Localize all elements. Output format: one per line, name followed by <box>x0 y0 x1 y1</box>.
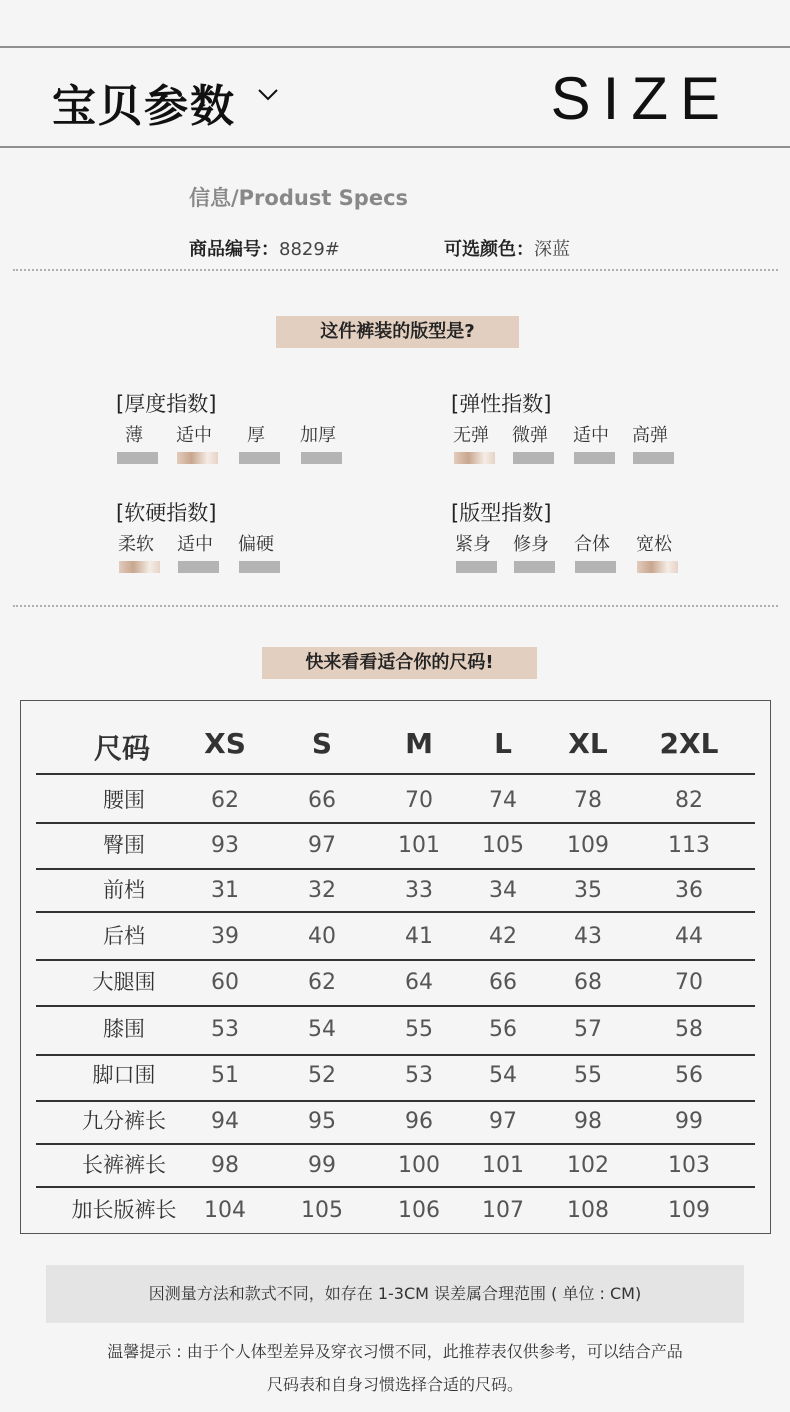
measurement-note: 因测量方法和款式不同，如存在 1-3CM 误差属合理范围 ( 单位 : CM) <box>46 1265 744 1323</box>
index-title: [厚度指数] <box>116 392 217 416</box>
table-row-label: 腰围 <box>103 788 145 812</box>
table-cell: 60 <box>211 970 239 995</box>
table-cell: 43 <box>574 924 602 949</box>
table-cell: 39 <box>211 924 239 949</box>
table-cell: 107 <box>482 1198 524 1223</box>
index-bar <box>239 452 280 464</box>
index-option: 高弹 <box>632 425 668 446</box>
table-cell: 58 <box>675 1017 703 1042</box>
index-option: 适中 <box>176 425 212 446</box>
table-cell: 78 <box>574 788 602 813</box>
specs-title: 信息/Produst Specs <box>189 186 409 210</box>
table-row-divider <box>36 1054 755 1056</box>
table-cell: 41 <box>405 924 433 949</box>
table-cell: 32 <box>308 878 336 903</box>
table-cell: 57 <box>574 1017 602 1042</box>
table-cell: 94 <box>211 1109 239 1134</box>
table-cell: 109 <box>567 833 609 858</box>
table-row-label: 后档 <box>103 924 145 948</box>
table-row-divider <box>36 1100 755 1102</box>
table-cell: 62 <box>211 788 239 813</box>
product-code <box>189 235 340 261</box>
index-bar <box>117 452 158 464</box>
table-cell: 105 <box>482 833 524 858</box>
table-cell: 97 <box>308 833 336 858</box>
table-cell: 54 <box>489 1063 517 1088</box>
index-option: 厚 <box>247 425 265 446</box>
size-heading: SIZE <box>550 65 732 132</box>
table-cell: 98 <box>574 1109 602 1134</box>
page-title: 宝贝参数 <box>52 81 236 132</box>
product-code-label: 商品编号： <box>189 239 279 260</box>
table-cell: 82 <box>675 788 703 813</box>
table-cell: 109 <box>668 1198 710 1223</box>
table-cell: 40 <box>308 924 336 949</box>
index-bar <box>456 561 497 573</box>
index-option: 合体 <box>574 534 610 555</box>
table-row-label: 前档 <box>103 878 145 902</box>
table-cell: 70 <box>405 788 433 813</box>
tip-line-1: 温馨提示 : 由于个人体型差异及穿衣习惯不同，此推荐表仅供参考，可以结合产品 <box>107 1342 683 1361</box>
table-row-divider <box>36 868 755 870</box>
tip-line-2: 尺码表和自身习惯选择合适的尺码。 <box>266 1375 523 1394</box>
top-divider <box>0 46 790 48</box>
index-bar <box>513 452 554 464</box>
index-bar-selected <box>119 561 160 573</box>
table-row-divider <box>36 1186 755 1188</box>
table-cell: 95 <box>308 1109 336 1134</box>
product-code-value: 8829# <box>279 239 340 260</box>
table-cell: 42 <box>489 924 517 949</box>
table-row-label: 脚口围 <box>92 1063 156 1087</box>
table-cell: 97 <box>489 1109 517 1134</box>
table-cell: 64 <box>405 970 433 995</box>
table-cell: 106 <box>398 1198 440 1223</box>
index-option: 适中 <box>573 425 609 446</box>
table-cell: 55 <box>405 1017 433 1042</box>
table-cell: 93 <box>211 833 239 858</box>
index-option: 适中 <box>177 534 213 555</box>
index-bar <box>301 452 342 464</box>
table-cell: 96 <box>405 1109 433 1134</box>
index-bar-selected <box>177 452 218 464</box>
dotted-divider <box>13 605 778 607</box>
table-cell: 70 <box>675 970 703 995</box>
index-bar <box>574 452 615 464</box>
product-color-label: 可选颜色： <box>444 239 534 260</box>
index-bar <box>575 561 616 573</box>
index-option: 加厚 <box>300 425 336 446</box>
table-cell: 99 <box>675 1109 703 1134</box>
index-title: [版型指数] <box>451 501 552 525</box>
table-cell: 53 <box>405 1063 433 1088</box>
table-cell: 102 <box>567 1153 609 1178</box>
table-cell: 36 <box>675 878 703 903</box>
table-row-label: 膝围 <box>103 1017 145 1041</box>
table-cell: 66 <box>489 970 517 995</box>
dotted-divider <box>13 269 778 271</box>
table-row-label: 大腿围 <box>92 970 156 994</box>
header-bottom-divider <box>0 146 790 148</box>
index-option: 薄 <box>125 425 143 446</box>
index-option: 柔软 <box>118 534 154 555</box>
table-cell: 33 <box>405 878 433 903</box>
table-row-label: 九分裤长 <box>82 1109 166 1133</box>
table-cell: 34 <box>489 878 517 903</box>
index-option: 无弹 <box>453 425 489 446</box>
table-cell: 35 <box>574 878 602 903</box>
table-header-cell: S <box>311 727 333 760</box>
fit-section-tag: 这件裤装的版型是? <box>276 316 519 348</box>
table-cell: 68 <box>574 970 602 995</box>
index-option: 宽松 <box>636 534 672 555</box>
table-cell: 31 <box>211 878 239 903</box>
table-cell: 100 <box>398 1153 440 1178</box>
index-title: [弹性指数] <box>451 392 552 416</box>
index-option: 修身 <box>513 534 549 555</box>
size-section-tag: 快来看看适合你的尺码! <box>262 647 537 679</box>
table-row-divider <box>36 773 755 775</box>
index-option: 紧身 <box>455 534 491 555</box>
table-header-cell: 2XL <box>659 727 719 760</box>
table-row-divider <box>36 822 755 824</box>
table-cell: 108 <box>567 1198 609 1223</box>
table-cell: 51 <box>211 1063 239 1088</box>
table-cell: 52 <box>308 1063 336 1088</box>
table-row-divider <box>36 1143 755 1145</box>
table-cell: 101 <box>482 1153 524 1178</box>
index-option: 偏硬 <box>238 534 274 555</box>
table-cell: 98 <box>211 1153 239 1178</box>
table-cell: 53 <box>211 1017 239 1042</box>
table-cell: 44 <box>675 924 703 949</box>
index-bar <box>178 561 219 573</box>
table-row-divider <box>36 959 755 961</box>
table-header-cell: XS <box>204 727 246 760</box>
table-cell: 56 <box>489 1017 517 1042</box>
table-cell: 62 <box>308 970 336 995</box>
table-header-size: 尺码 <box>93 732 150 765</box>
index-bar-selected <box>637 561 678 573</box>
table-row-label: 加长版裤长 <box>71 1198 177 1222</box>
table-cell: 66 <box>308 788 336 813</box>
table-header-cell: XL <box>568 727 608 760</box>
index-bar <box>514 561 555 573</box>
table-row-label: 长裤裤长 <box>82 1153 166 1177</box>
table-cell: 99 <box>308 1153 336 1178</box>
table-cell: 54 <box>308 1017 336 1042</box>
table-header-cell: L <box>494 727 512 760</box>
table-header-cell: M <box>405 727 433 760</box>
index-bar <box>239 561 280 573</box>
product-color-value: 深蓝 <box>534 239 570 260</box>
index-option: 微弹 <box>512 425 548 446</box>
table-cell: 104 <box>204 1198 246 1223</box>
table-row-label: 臀围 <box>103 833 145 857</box>
table-cell: 55 <box>574 1063 602 1088</box>
table-cell: 113 <box>668 833 710 858</box>
index-title: [软硬指数] <box>116 501 217 525</box>
product-color <box>444 235 570 261</box>
index-bar-selected <box>454 452 495 464</box>
chevron-down-icon <box>257 88 279 102</box>
table-cell: 56 <box>675 1063 703 1088</box>
table-row-divider <box>36 1005 755 1007</box>
index-bar <box>633 452 674 464</box>
table-row-divider <box>36 911 755 913</box>
table-cell: 74 <box>489 788 517 813</box>
table-cell: 105 <box>301 1198 343 1223</box>
table-cell: 103 <box>668 1153 710 1178</box>
table-cell: 101 <box>398 833 440 858</box>
